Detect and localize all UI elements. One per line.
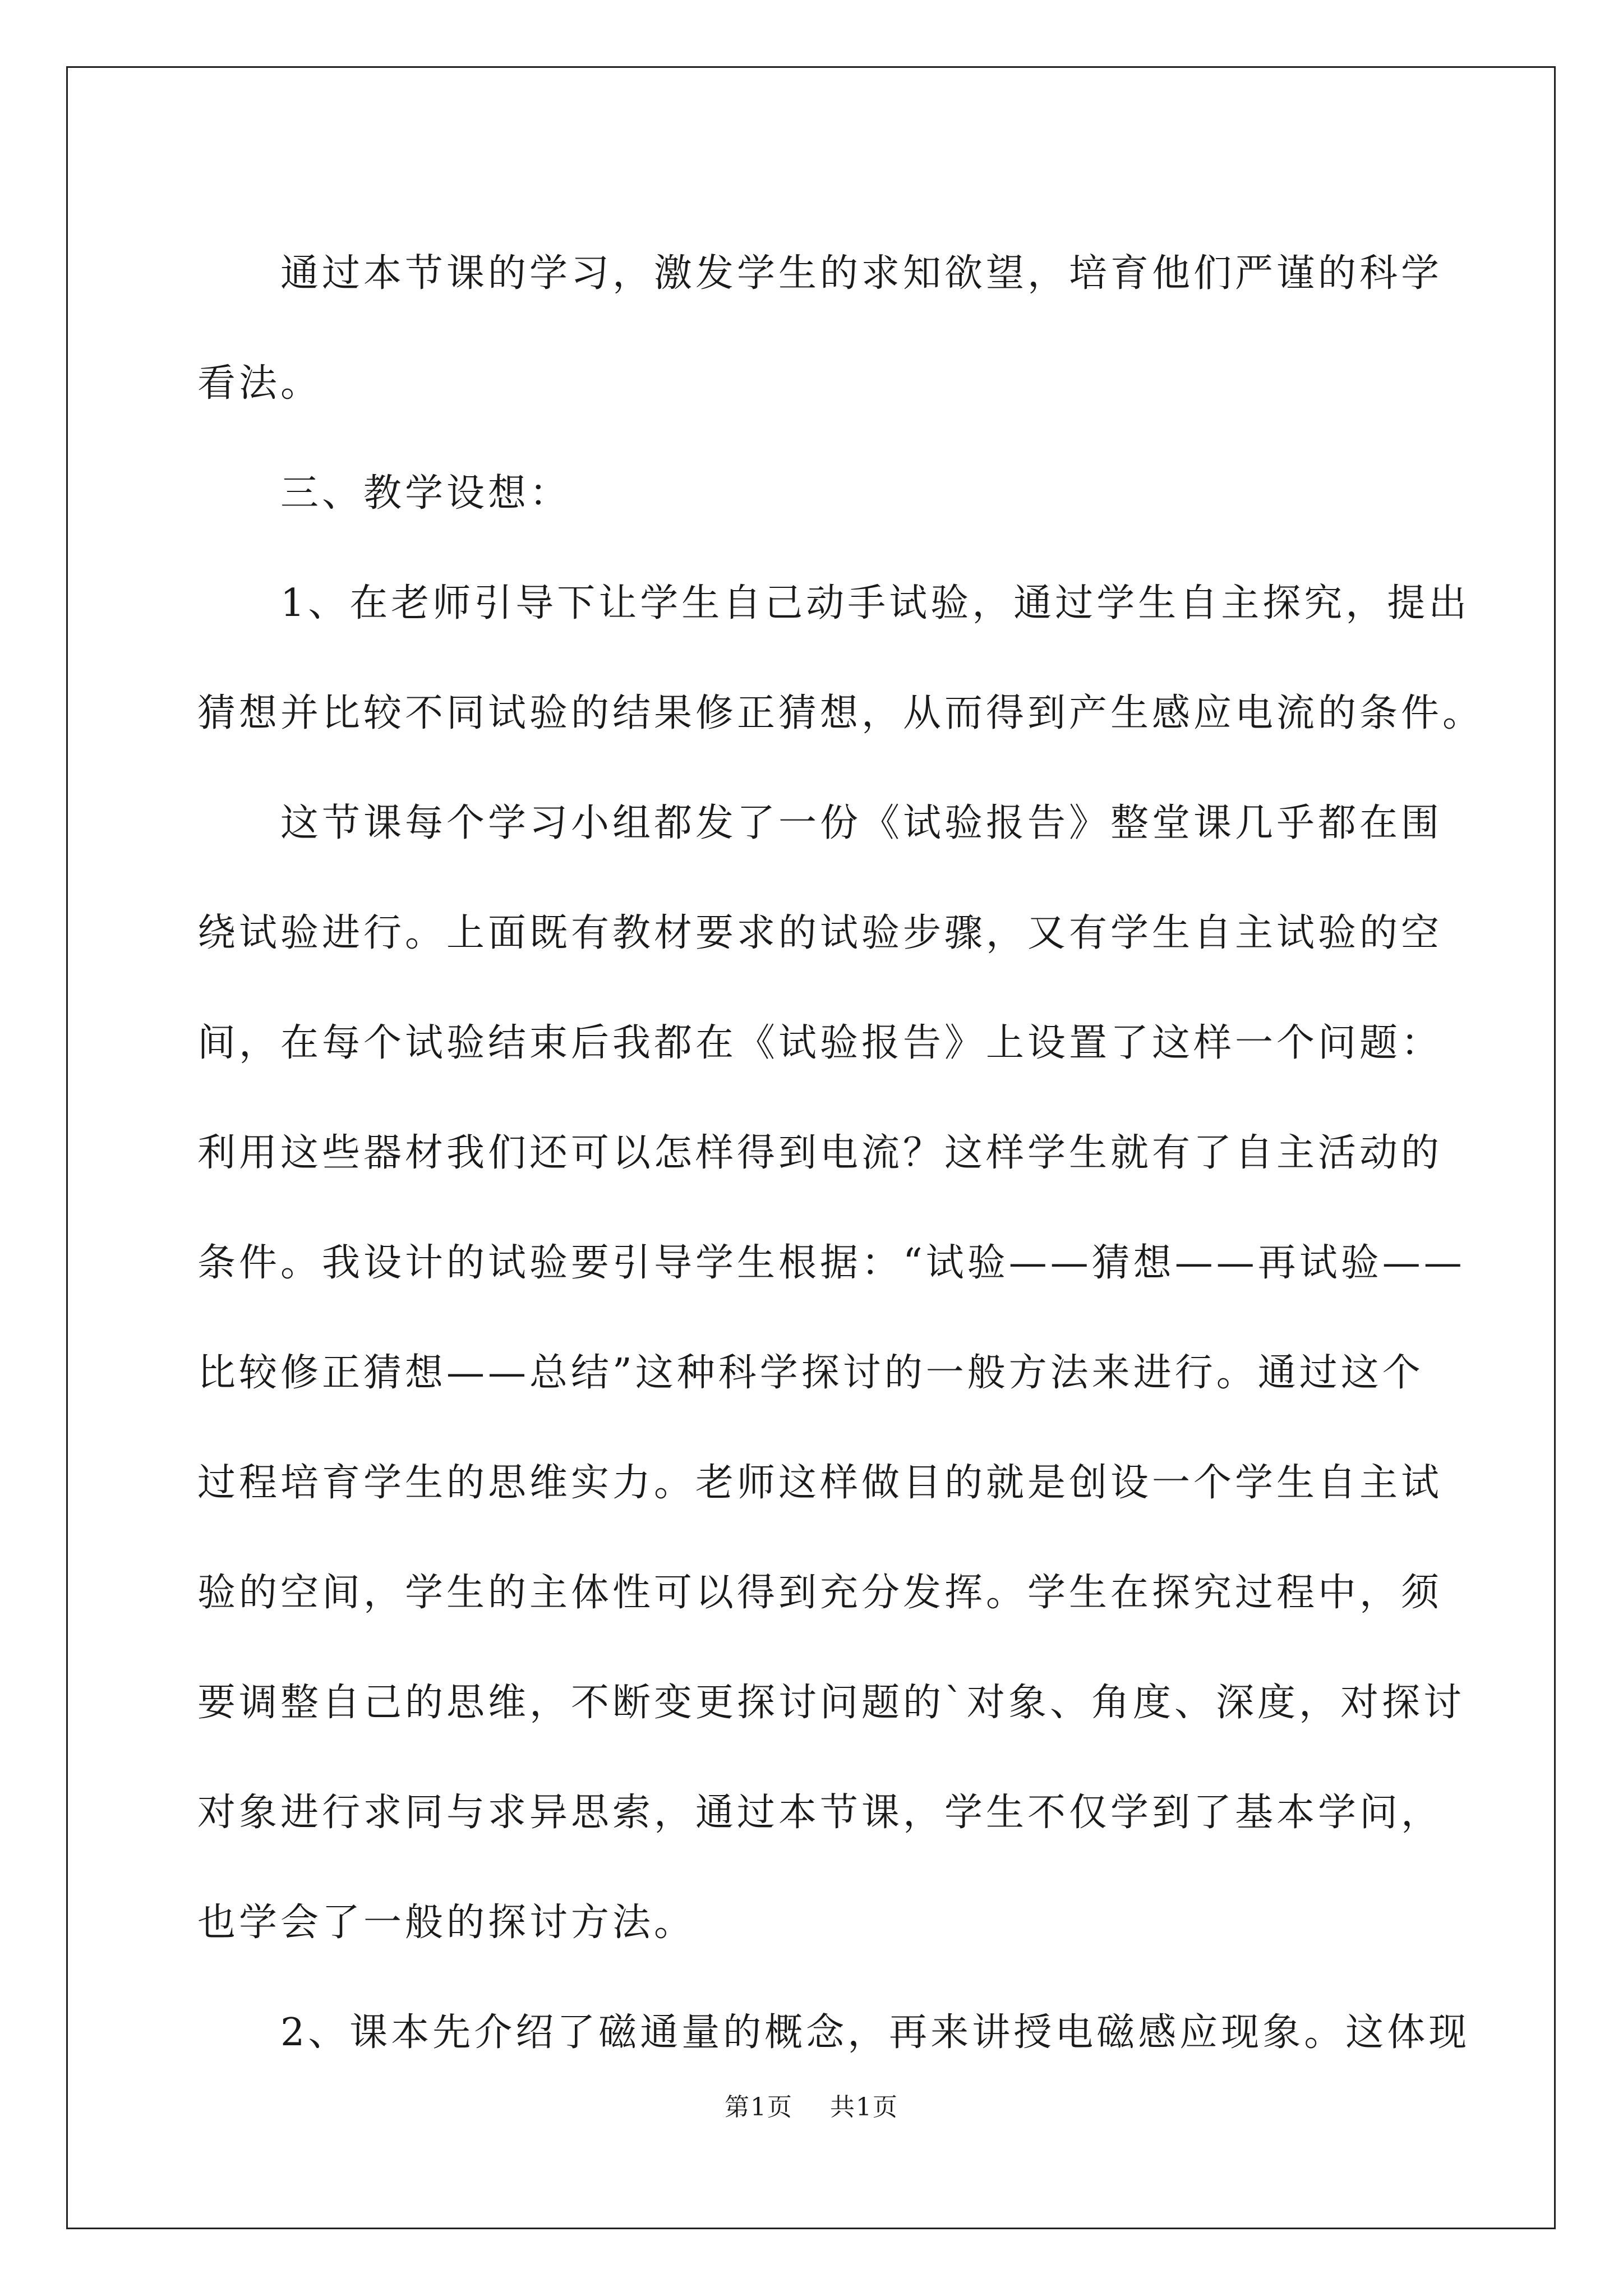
text-line: 间，在每个试验结束后我都在《试验报告》上设置了这样一个问题： [197,1021,1443,1065]
text-line: 通过本节课的学习，激发学生的求知欲望，培育他们严谨的科学 [280,251,1443,296]
text-line: 过程培育学生的思维实力。老师这样做目的就是创设一个学生自主试 [197,1461,1443,1505]
text-line: 利用这些器材我们还可以怎样得到电流？这样学生就有了自主活动的 [197,1131,1443,1175]
text-line: 2、课本先介绍了磁通量的概念，再来讲授电磁感应现象。这体现 [280,2010,1470,2055]
text-line: 三、教学设想： [280,471,571,516]
text-line: 验的空间，学生的主体性可以得到充分发挥。学生在探究过程中，须 [197,1571,1443,1615]
document-body [197,219,1484,2088]
text-line: 比较修正猜想——总结”这种科学探讨的一般方法来进行。通过这个 [197,1351,1424,1395]
page-number-current: 第1页 [725,2093,793,2122]
text-line: 要调整自己的思维，不断变更探讨问题的`对象、角度、深度，对探讨 [197,1681,1465,1725]
text-line: 1、在老师引导下让学生自己动手试验，通过学生自主探究，提出 [280,581,1470,625]
text-line: 对象进行求同与求异思索，通过本节课，学生不仅学到了基本学问， [197,1791,1443,1835]
text-line: 猜想并比较不同试验的结果修正猜想，从而得到产生感应电流的条件。 [197,691,1484,735]
text-line: 这节课每个学习小组都发了一份《试验报告》整堂课几乎都在围 [280,801,1443,845]
text-line: 看法。 [197,361,322,406]
text-line: 条件。我设计的试验要引导学生根据：“试验——猜想——再试验—— [197,1241,1465,1285]
page-footer [0,2087,1623,2123]
page-number-total: 共1页 [830,2093,898,2122]
text-line: 绕试验进行。上面既有教材要求的试验步骤，又有学生自主试验的空 [197,911,1443,955]
text-line: 也学会了一般的探讨方法。 [197,1901,696,1945]
